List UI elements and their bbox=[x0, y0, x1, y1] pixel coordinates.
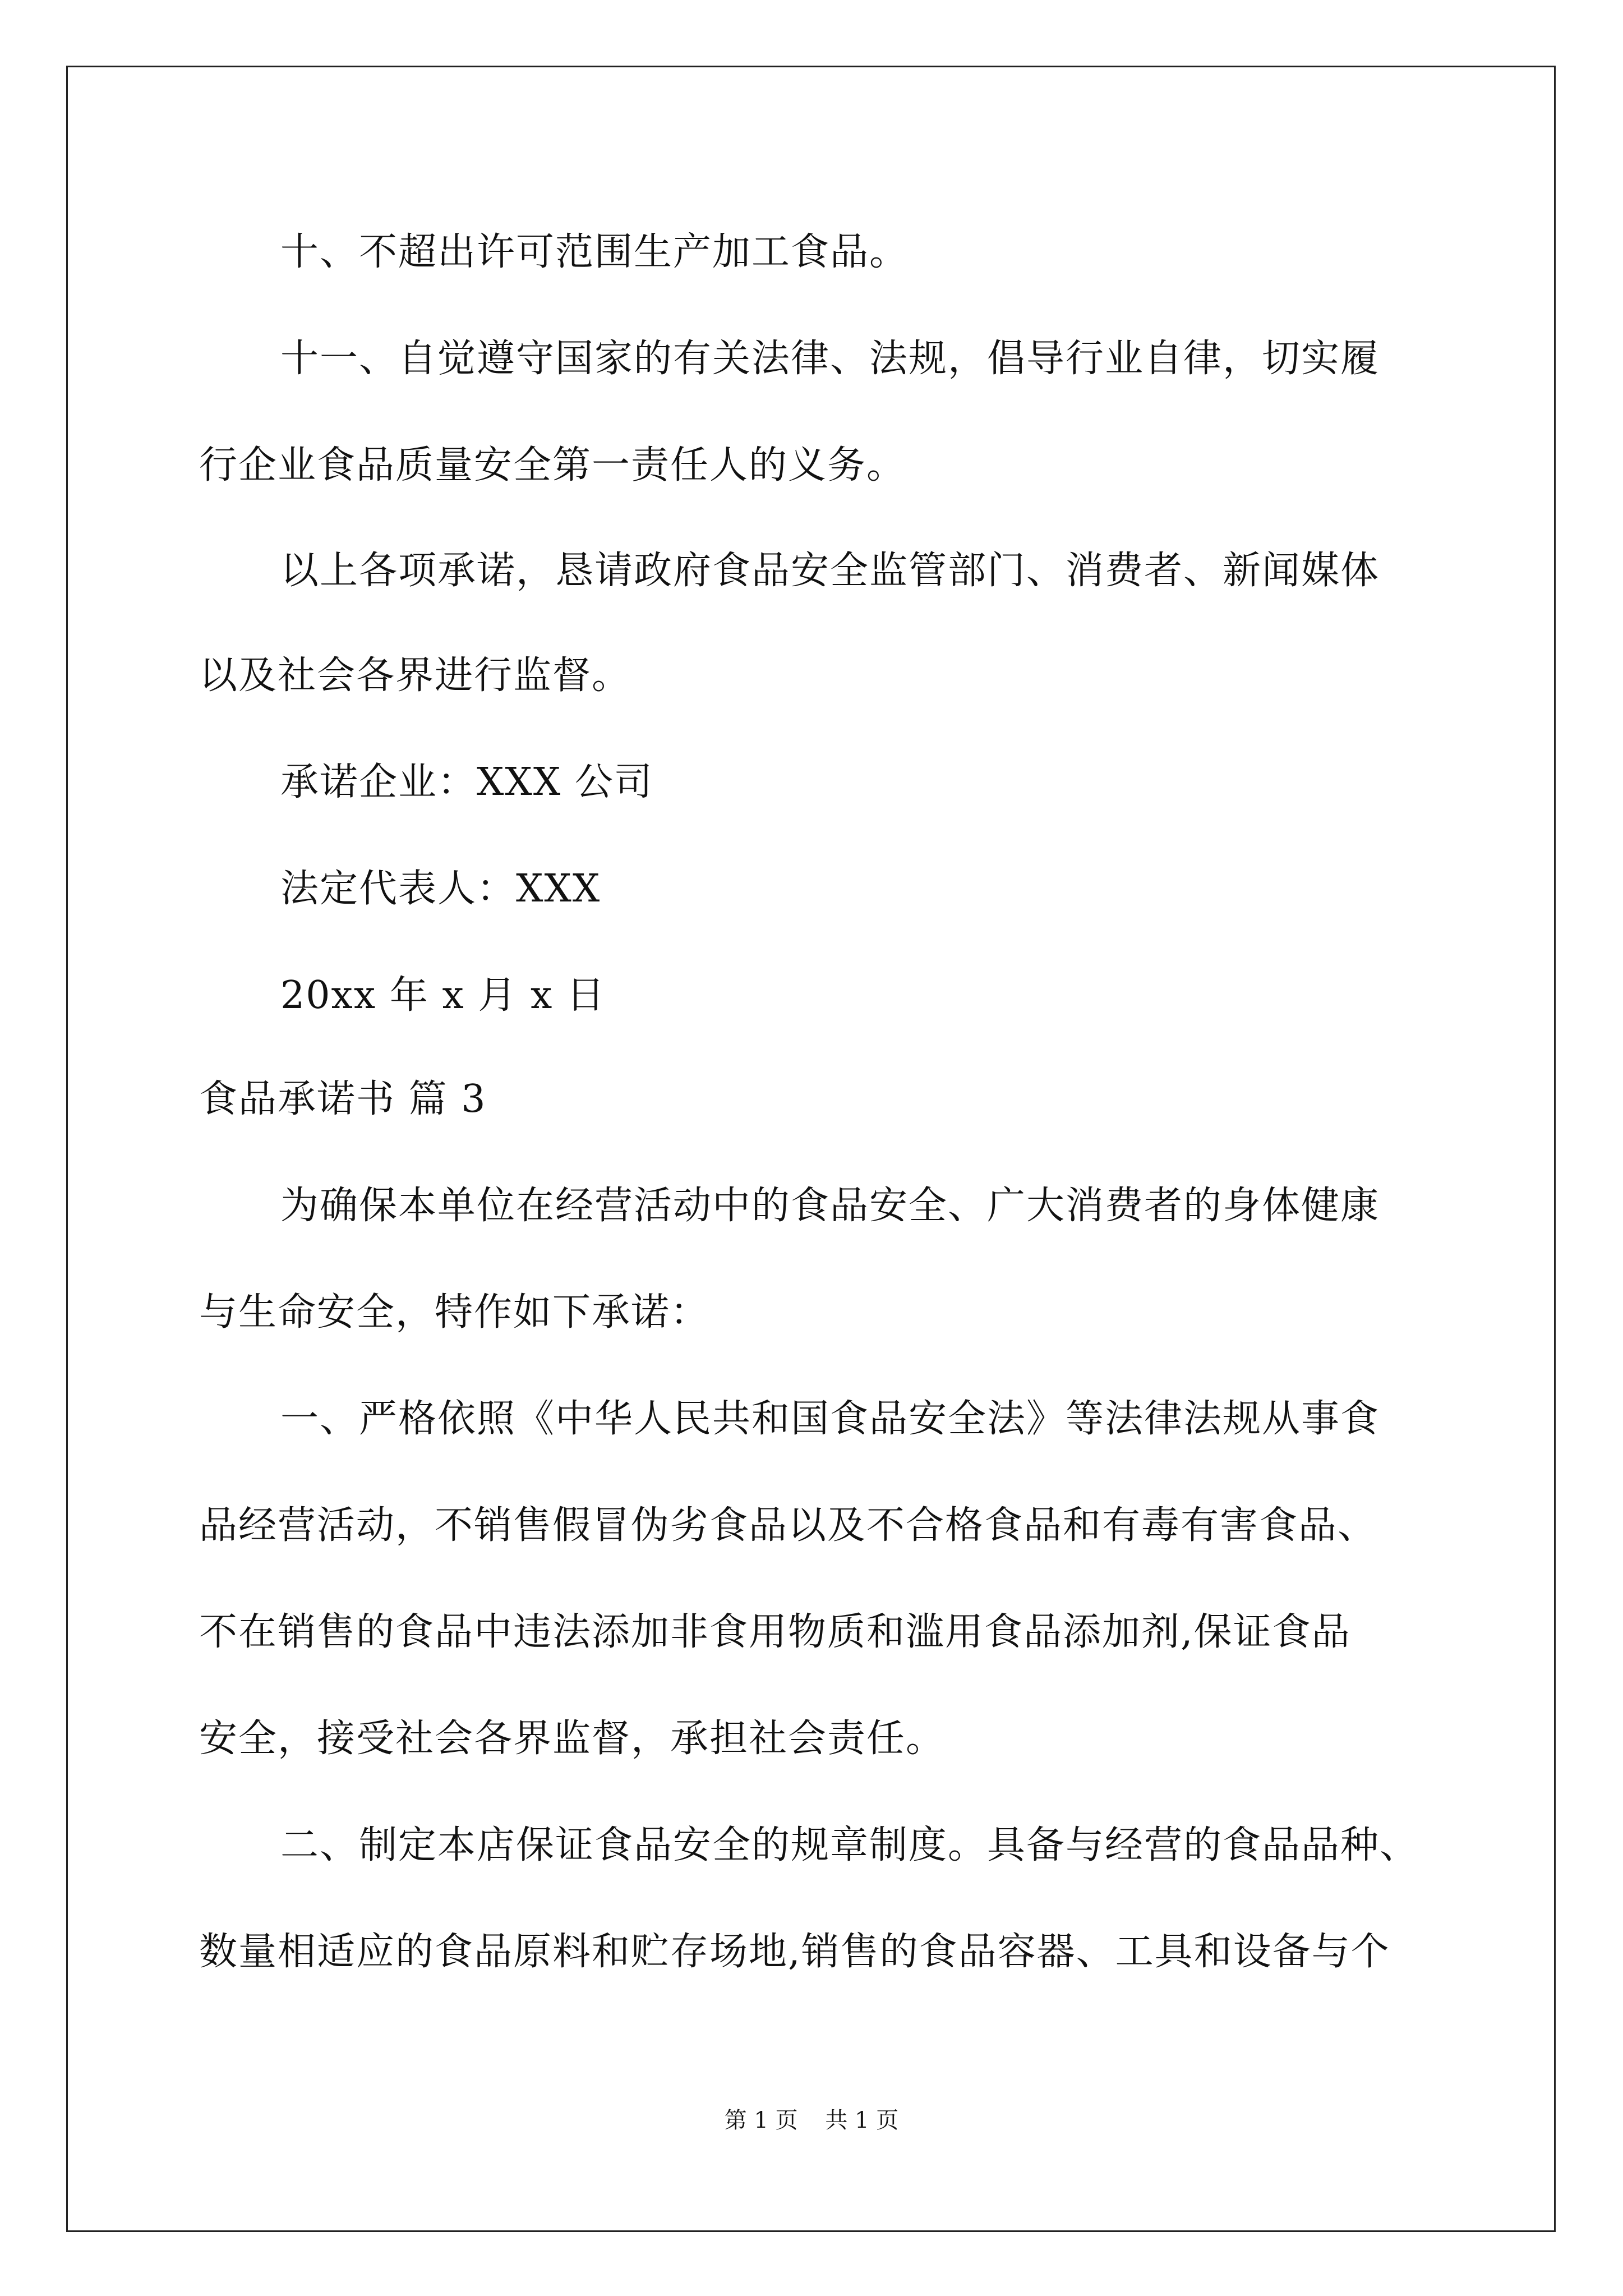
intro-line-1: 为确保本单位在经营活动中的食品安全、广大消费者的身体健康 bbox=[280, 1184, 1380, 1228]
committed-company: 承诺企业：XXX 公司 bbox=[280, 760, 653, 804]
clause-11-line-2: 行企业食品质量安全第一责任人的义务。 bbox=[199, 443, 906, 487]
page-footer bbox=[0, 2106, 1623, 2134]
clause-1-line-2: 品经营活动，不销售假冒伪劣食品以及不合格食品和有毒有害食品、 bbox=[199, 1503, 1377, 1548]
supervision-line-1: 以上各项承诺，恳请政府食品安全监管部门、消费者、新闻媒体 bbox=[280, 549, 1380, 593]
clause-2-line-2: 数量相适应的食品原料和贮存场地,销售的食品容器、工具和设备与个 bbox=[199, 1930, 1390, 1974]
clause-11-line-1: 十一、自觉遵守国家的有关法律、法规，倡导行业自律，切实履 bbox=[280, 337, 1380, 381]
clause-1-line-3: 不在销售的食品中违法添加非食用物质和滥用食品添加剂,保证食品 bbox=[199, 1610, 1351, 1654]
clause-1-line-4: 安全，接受社会各界监督，承担社会责任。 bbox=[199, 1717, 946, 1761]
signature-date: 20xx 年 x 月 x 日 bbox=[280, 973, 606, 1018]
clause-2-line-1: 二、制定本店保证食品安全的规章制度。具备与经营的食品品种、 bbox=[280, 1823, 1419, 1867]
legal-representative: 法定代表人：XXX bbox=[280, 867, 601, 911]
clause-1-line-1: 一、严格依照《中华人民共和国食品安全法》等法律法规从事食 bbox=[280, 1397, 1380, 1441]
page-number-current: 第 1 页 bbox=[724, 2108, 798, 2133]
page-number-total: 共 1 页 bbox=[825, 2108, 899, 2133]
intro-line-2: 与生命安全，特作如下承诺： bbox=[199, 1290, 710, 1335]
section-heading: 食品承诺书 篇 3 bbox=[199, 1077, 487, 1121]
page-border bbox=[66, 66, 1556, 2232]
supervision-line-2: 以及社会各界进行监督。 bbox=[199, 654, 631, 698]
clause-10: 十、不超出许可范围生产加工食品。 bbox=[280, 230, 909, 274]
